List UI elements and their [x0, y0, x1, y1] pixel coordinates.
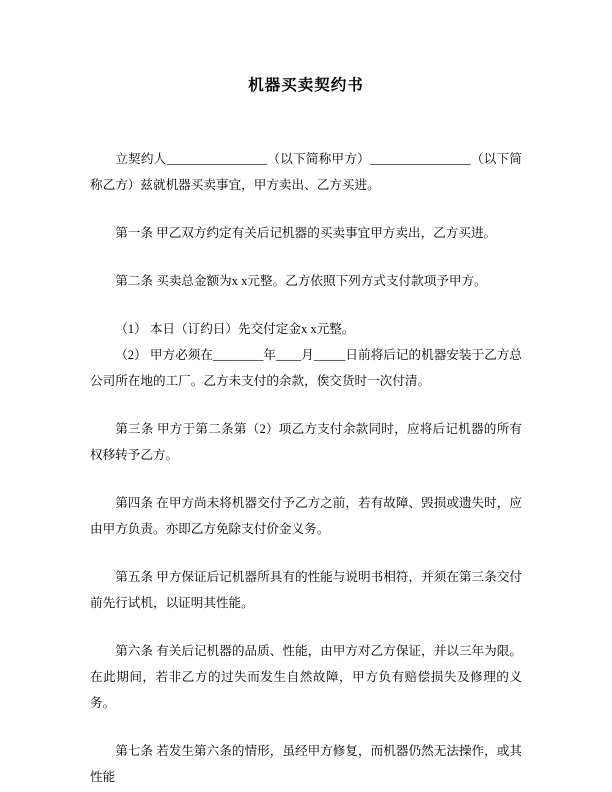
article-7-partial: 第七条 若发生第六条的情形，虽经甲方修复，而机器仍然无法操作，或其性能 — [90, 744, 522, 784]
article-2-item-1: （1） 本日（订约日）先交付定金x x元整。 — [115, 322, 355, 336]
article-5: 第五条 甲方保证后记机器所具有的性能与说明书相符，并须在第三条交付前先行试机，以证明其性能。 — [90, 570, 522, 610]
article-2: 第二条 买卖总金额为x x元整。乙方依照下列方式支付款项予甲方。 — [115, 274, 487, 288]
article-3: 第三条 甲方于第二条第（2）项乙方支付余款同时，应将后记机器的所有权移转予乙方。 — [90, 422, 522, 462]
intro-clause: 立契约人________________（以下简称甲方）________________（以下简称乙方）兹就机器买卖事宜，甲方卖出、乙方买进。 — [90, 152, 522, 192]
article-4: 第四条 在甲方尚未将机器交付予乙方之前，若有故障、毁损或遗失时，应由甲方负责。亦即乙方免除支付价金义务。 — [90, 496, 522, 536]
document-title: 机器买卖契约书 — [248, 77, 364, 94]
article-1: 第一条 甲乙双方约定有关后记机器的买卖事宜甲方卖出，乙方买进。 — [115, 226, 497, 240]
article-2-item-2: （2） 甲方必须在________年____月_____日前将后记的机器安装于乙方总公司所在地的工厂。乙方未支付的余款，俟交货时一次付清。 — [90, 348, 522, 388]
article-6: 第六条 有关后记机器的品质、性能，由甲方对乙方保证，并以三年为限。在此期间，若非乙方的过失而发生自然故障，甲方负有赔偿损失及修理的义务。 — [90, 644, 522, 710]
